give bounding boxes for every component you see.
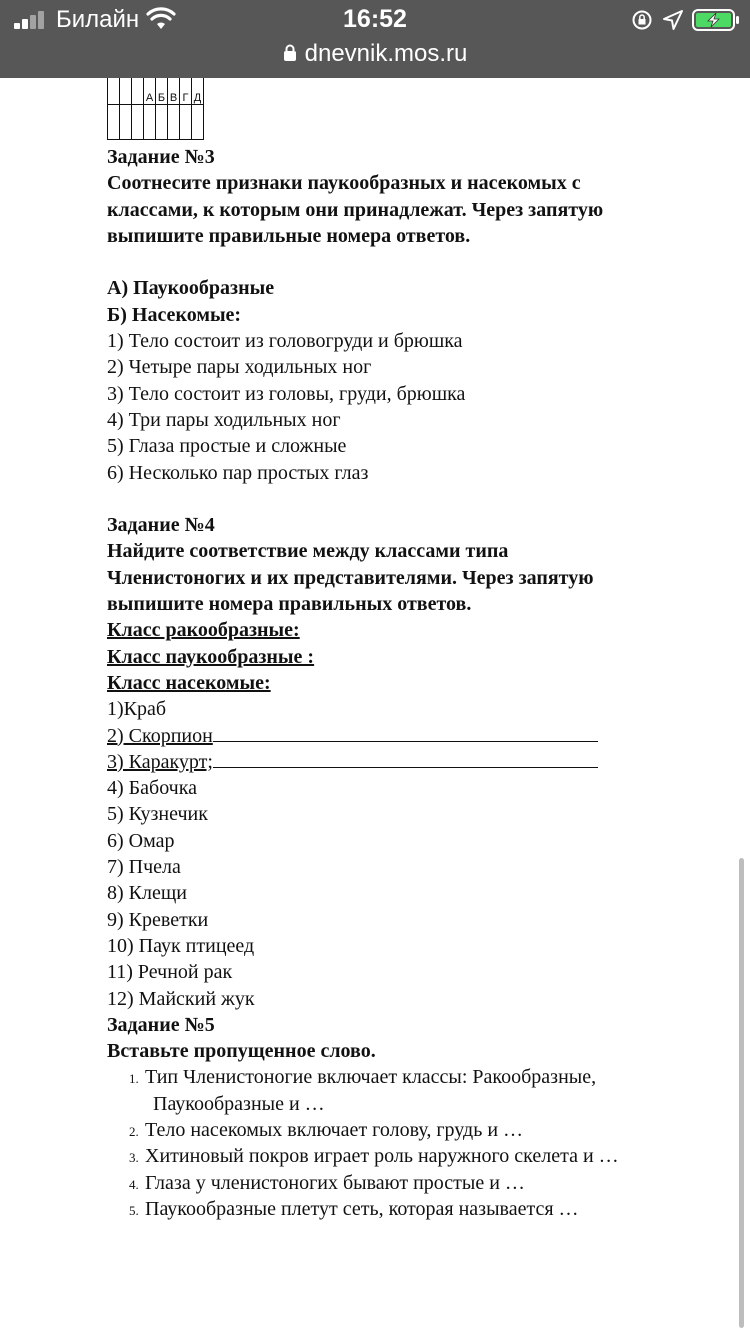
table-cell [156,105,168,140]
answer-table [107,78,204,140]
task3-instruction-line: классами, к которым они принадлежат. Через запятую [107,198,604,221]
list-item: 12) Майский жук [107,987,255,1010]
clock: 16:52 [343,5,407,33]
table-cell [108,105,120,140]
table-cell [144,105,156,140]
table-cell [180,105,192,140]
table-cell [108,78,120,105]
task4-instruction-line: Членистоногих и их представителями. Через запятую [107,566,594,589]
list-item: 3) Тело состоит из головы, груди, брюшка [107,382,466,405]
address-bar[interactable] [0,40,750,74]
status-bar [0,0,750,40]
table-cell [168,105,180,140]
url-text: dnevnik.mos.ru [304,40,468,67]
task3-class-b: Б) Насекомые: [107,303,242,326]
list-item: 1. Тип Членистоногие включает классы: Ракообразные, [129,1066,597,1089]
task3-instruction-line: Соотнесите признаки паукообразных и насекомых с [107,172,581,195]
location-arrow-icon [662,9,684,31]
task3-title: Задание №3 [107,146,215,168]
list-item-underlined: 3) Каракурт; [107,749,707,775]
table-letter: А [144,78,156,105]
class-heading: Класс ракообразные: [107,619,300,642]
list-item: 9) Креветки [107,908,209,931]
rotation-lock-icon [631,9,653,31]
list-item: 6) Несколько пар простых глаз [107,461,369,484]
table-cell [132,78,144,105]
table-letter: В [168,78,180,105]
list-item: 1) Тело состоит из головогруди и брюшка [107,330,463,353]
task5-instruction: Вставьте пропущенное слово. [107,1040,376,1063]
list-item: 4) Три пары ходильных ног [107,408,341,431]
table-cell [120,105,132,140]
list-item: 4) Бабочка [107,777,198,800]
table-cell [120,78,132,105]
list-item: 8) Клещи [107,882,187,905]
battery-charging-icon [692,8,740,32]
class-heading: Класс насекомые: [107,671,271,694]
list-item: 11) Речной рак [107,961,233,984]
table-letter: Б [156,78,168,105]
list-item: 5. Паукообразные плетут сеть, которая называется … [129,1197,579,1220]
table-letter: Г [180,78,192,105]
task4-instruction-line: выпишите номера правильных ответов. [107,593,472,616]
list-item: 2) Четыре пары ходильных ног [107,356,372,379]
list-item: 5) Кузнечик [107,803,208,826]
carrier-name: Билайн [56,6,140,33]
task5-title: Задание №5 [107,1013,215,1036]
task4-title: Задание №4 [107,514,215,537]
list-item: 7) Пчела [107,856,181,879]
list-item: 2. Тело насекомых включает голову, грудь и … [129,1118,524,1141]
list-item: 4. Глаза у членистоногих бывают простые и … [129,1171,525,1194]
list-item: 1)Краб [107,698,167,721]
task5-list [129,1064,707,1222]
lock-icon [283,44,297,62]
list-item: 5) Глаза простые и сложные [107,435,347,458]
browser-top-bar [0,0,750,78]
scrollbar[interactable] [739,858,744,1328]
list-item: 6) Омар [107,829,175,852]
list-item: 10) Паук птицеед [107,934,255,957]
table-cell [132,105,144,140]
task3-instruction-line: выпишите правильные номера ответов. [107,224,471,247]
class-heading: Класс паукообразные : [107,645,315,668]
list-item: 3. Хитиновый покров играет роль наружного скелета и … [129,1145,619,1168]
document-body [107,144,707,1222]
table-letter: Д [192,78,204,105]
list-item-continuation: Паукообразные и … [153,1092,325,1115]
table-cell [192,105,204,140]
task3-class-a: А) Паукообразные [107,277,275,300]
task4-instruction-line: Найдите соответствие между классами типа [107,540,509,563]
list-item-underlined: 2) Скорпион [107,723,707,749]
